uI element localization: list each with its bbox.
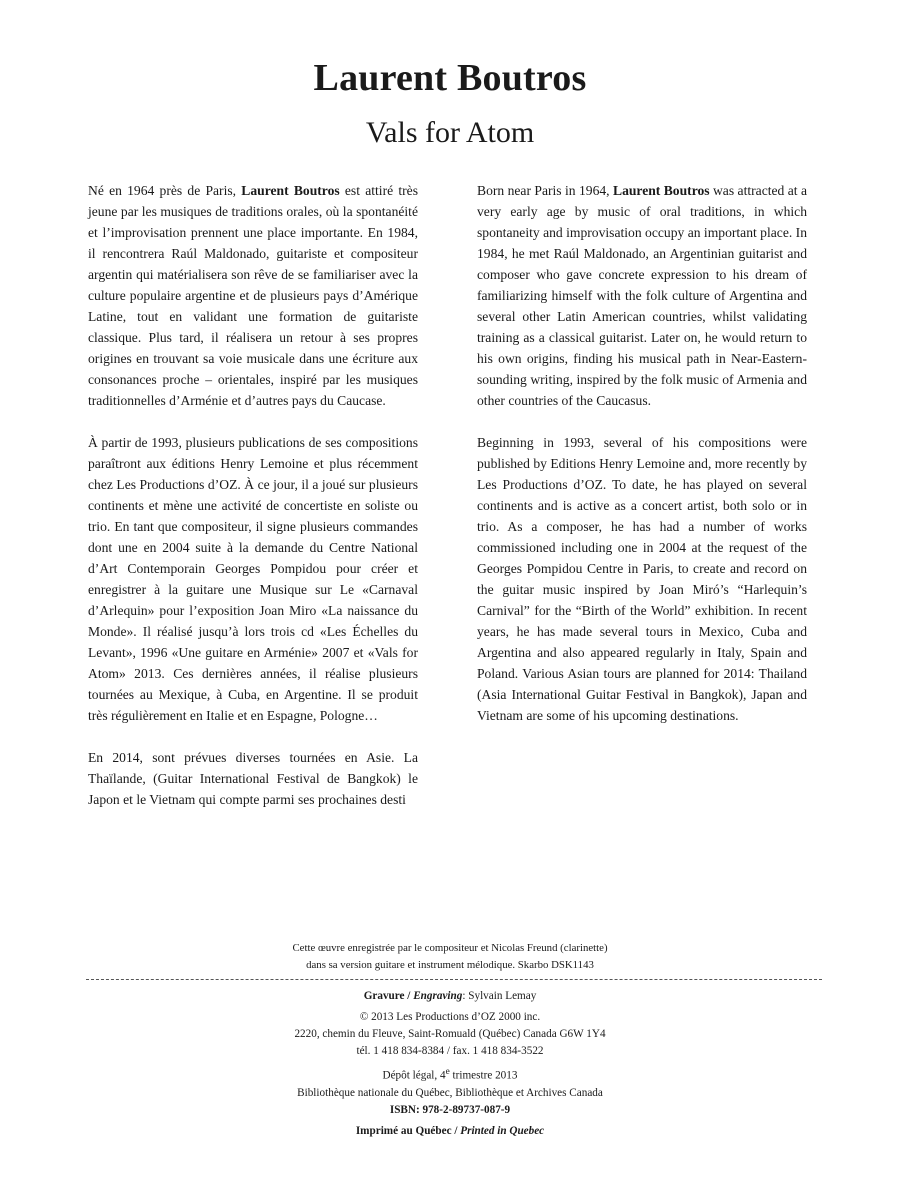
- bio-fr-p1-body: est attiré très jeune par les musiques de traditions orales, où la spontanéité et l’improvisation prennent une place importante. En 1984, il rencontrera Raúl Maldonado, guitariste et compositeur argentin qui matérialisera son rêve de se familiariser avec la culture populaire argentine et de plusieurs pays d’Amérique Latine, tout en validant une formation de guitariste classique. Plus tard, il réalisera un retour à ses propres origines en trouvant sa voie musicale dans une écriture aux consonances proche – orientales, inspiré par les musiques traditionnelles d’Arménie et d’autres pays du Caucase.: [88, 183, 418, 408]
- recording-note-line-2: dans sa version guitare et instrument mélodique. Skarbo DSK1143: [306, 959, 594, 971]
- legal-deposit-sup: e: [445, 1067, 450, 1077]
- bio-en-p1-intro: Born near Paris in 1964,: [477, 183, 613, 198]
- legal-deposit-prefix: Dépôt légal, 4: [382, 1069, 446, 1082]
- bio-en-p1-name: Laurent Boutros: [613, 183, 710, 198]
- printed-fr: Imprimé au Québec /: [355, 1124, 461, 1137]
- printed-en: Printed in Quebec: [460, 1124, 545, 1137]
- biography-french: [88, 180, 418, 810]
- engraving-label-fr: Gravure /: [363, 990, 414, 1002]
- engraving-credit: [150, 988, 750, 1005]
- bio-fr-paragraph-2: À partir de 1993, plusieurs publications de ses compositions paraîtront aux éditions Henry Lemoine et plus récemment chez Les Productions d’OZ. À ce jour, il a joué sur plusieurs continents et mène une activité de concertiste en soliste ou trio. En tant que compositeur, il signe plusieurs commandes dont une en 2004 suite à la demande du Centre National d’Art Contemporain Georges Pompidou pour créer et enregistrer à la guitare une Musique sur Le «Carnaval d’Arlequin» pour l’exposition Joan Miro «La naissance du Monde». Il réalisé jusqu’à lors trois cd «Les Échelles du Levant», 1996 «Une guitare en Arménie» 2007 et «Vals for Atom» 2013. Ces dernières années, il réalise plusieurs tournées au Mexique, à Cuba, en Argentine. Il se produit très régulièrement en Italie et en Espagne, Pologne…: [88, 435, 418, 723]
- dashed-divider: [86, 979, 822, 980]
- bio-fr-paragraph-1: [88, 180, 418, 411]
- composer-name: Laurent Boutros: [313, 57, 587, 99]
- recording-note: [150, 940, 750, 974]
- bio-en-paragraph-1: [477, 180, 807, 411]
- isbn: ISBN: 978-2-89737-087-9: [389, 1103, 511, 1116]
- bio-fr-p1-name: Laurent Boutros: [241, 183, 340, 198]
- engraving-label-en: Engraving: [413, 990, 463, 1002]
- libraries-line: Bibliothèque nationale du Québec, Bibliothèque et Archives Canada: [297, 1086, 603, 1099]
- biography-english: [477, 180, 807, 726]
- recording-note-line-1: Cette œuvre enregistrée par le compositeur et Nicolas Freund (clarinette): [292, 942, 608, 954]
- work-title: Vals for Atom: [365, 116, 535, 149]
- publisher-phone: tél. 1 418 834-8384 / fax. 1 418 834-3522: [356, 1045, 544, 1057]
- printed-in: [150, 1123, 750, 1140]
- bio-en-p1-body: was attracted at a very early age by music of oral traditions, in which spontaneity and improvisation occupy an important place. In 1984, he met Raúl Maldonado, an Argentinian guitarist and composer who gave concrete expression to his dream of familiarizing himself with the folk culture of Argentina and several other Latin American countries, whilst validating training as a classical guitarist. Later on, he would return to his own origins, finding his musical path in Near-Eastern-sounding writing, inspired by the folk music of Armenia and other countries of the Caucasus.: [477, 183, 808, 408]
- legal-deposit-suffix: trimestre 2013: [449, 1069, 518, 1082]
- bio-fr-paragraph-3: En 2014, sont prévues diverses tournées en Asie. La Thaïlande, (Guitar International Festival de Bangkok) le Japon et le Vietnam qui compte parmi ses prochaines desti: [88, 750, 418, 807]
- bio-en-paragraph-2: Beginning in 1993, several of his compositions were published by Editions Henry Lemoine and, more recently by Les Productions d’OZ. To date, he has played on several continents and is active as a concert artist, both solo or in trio. As a composer, he has had a number of works commissioned including one in 2004 at the request of the Georges Pompidou Centre in Paris, to create and record on the guitar music inspired by Joan Miró’s “Harlequin’s Carnival” for the “Birth of the World” exhibition. In recent years, he has made several tours in Mexico, Cuba and Argentina and also appeared regularly in Italy, Spain and Poland. Various Asian tours are planned for 2014: Thailand (Asia International Guitar Festival in Bangkok), Japan and Vietnam are some of his upcoming destinations.: [477, 435, 807, 723]
- engraver-name: : Sylvain Lemay: [462, 990, 537, 1002]
- publisher-credits: [150, 988, 750, 1140]
- legal-deposit: [150, 1064, 750, 1085]
- bio-fr-p1-intro: Né en 1964 près de Paris,: [88, 183, 242, 198]
- copyright-line: © 2013 Les Productions d’OZ 2000 inc.: [359, 1011, 541, 1023]
- publisher-address: 2220, chemin du Fleuve, Saint-Romuald (Québec) Canada G6W 1Y4: [294, 1028, 606, 1040]
